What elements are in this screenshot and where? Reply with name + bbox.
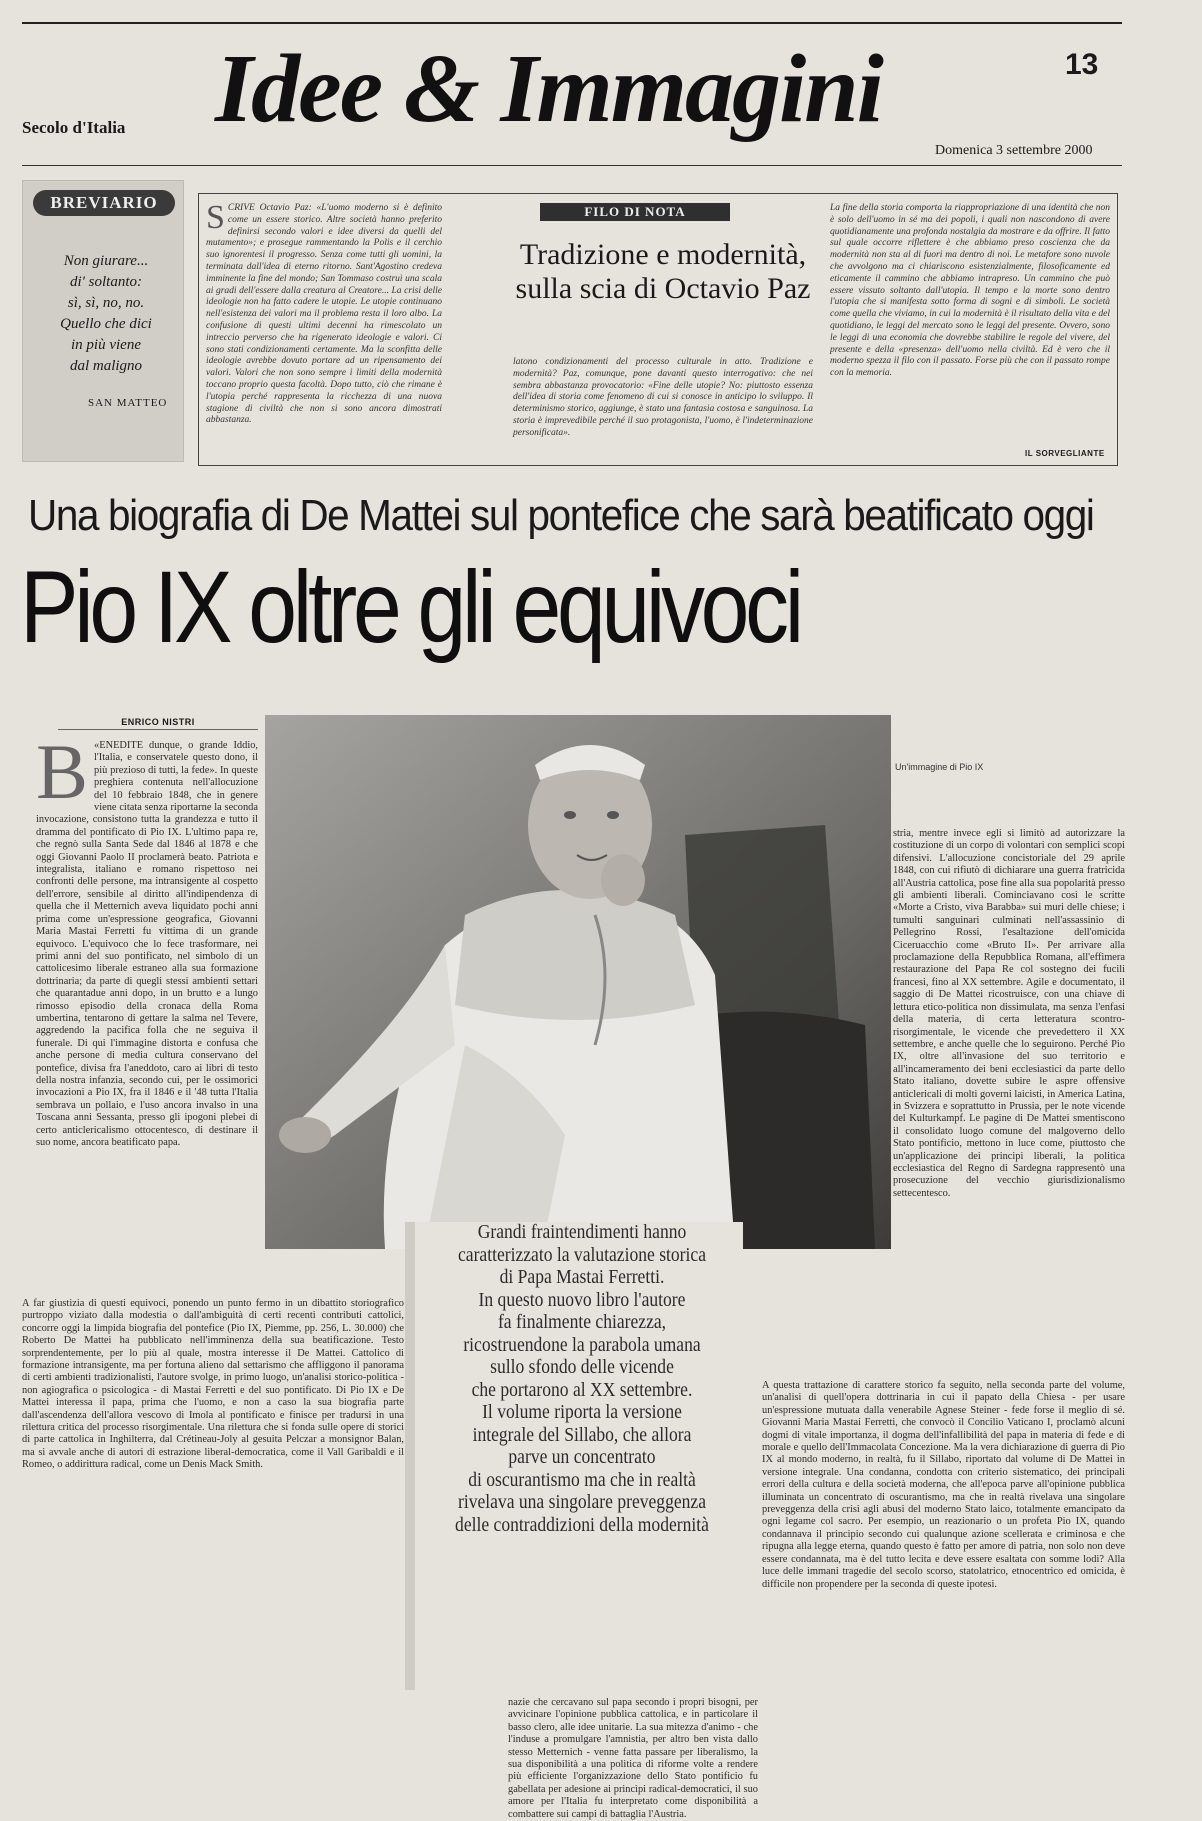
article-column-1 <box>36 728 258 1288</box>
section-title: Idee & Immagini <box>215 35 882 143</box>
editorial-col1-text: CRIVE Octavio Paz: «L'uomo moderno si è definito come un essere storico. Altre società hanno preferito definirsi secondo valori e idee diversi da quelli del mutamento»; e prosegue rammentando la Polis e il cerchio suo ignorentesi il progresso. Senza come tutti gli uomini, la terminata dall'idea di eterno ritorno. Sant'Agostino credeva imminente la fine del mondo; San Tommaso costruì una scala ai gradi dell'essere dalla creatura al Creatore... La crisi delle ideologie non ha fatto cadere le utopie. Le utopie continuano nell'esistenza dei valori ma il problema resta il loro albo. La confusione di questi ultimi decenni ha rimescolato un intreccio perverso che ha rigenerato ideologie e valori. Ci sono stati condizionamenti certamente. Ma la sconfitta delle ideologie avrebbe dovuto portare ad un ripensamento dei valori. Valori che non sono sempre i limiti della modernità toccano proprio questa facoltà. Dopo tutto, ciò che rimane è l'utopia perché rappresenta la ricchezza di una nuova stagione di civiltà che non si sono ancora dimostrati abbastanza. <box>206 203 442 426</box>
breviario-quote: Non giurare... di' soltanto: sì, sì, no, no. Quello che dici in più viene dal maligno <box>60 253 152 374</box>
article-column-3b: A questa trattazione di carattere storico fa seguito, nella seconda parte del volume, un'analisi di quell'opera dottrinaria in cui il papato della Chiesa - per usare un'espressione mutuata dalla venerabile Agnese Steiner - fede forse il meglio di sé. Giovanni Maria Mastai Ferretti, che convocò il Concilio Vaticano I, proclamò alcuni dogmi di vitale importanza, il dogma dell'infallibilità del papa in materia di fede e di morale e quello dell'Immacolata Concezione. Ma la vera dichiarazione di guerra di Pio IX al mondo moderno, in realtà, fu il Sillabo, riportato dal volume di De Mattei in versione integrale. Una condanna, condotta con criterio sistematico, dei principali errori della cultura e della società moderna, che all'epoca parve all'opinione pubblica illuminata un concentrato di oscurantismo, ma che in realtà rivelava una singolare preveggenza della crisi agli abusi del moderno Stato laico, totalmente emancipato da ogni legame col sacro. Per esempio, un reazionario o un profeta Pio IX, quando condannava il principio secondo cui qualunque azione scellerata e criminosa e che ripugna alla legge eterna, quando questo è fatto per amore di patria, non solo non deve essere condannata, ma è del tutto lecita e deve essere esaltata con somme lodi? Alla luce delle immani tragedie del secolo scorso, statolatrico, etnocentrico ed omicida, è difficile non propendere per la seconda di queste ipotesi. <box>762 1380 1125 1590</box>
filo-di-nota-heading: FILO DI NOTA <box>540 203 730 221</box>
article-col1-text: «ENEDITE dunque, o grande Iddio, l'Italia, e conservatele questo dono, il più prezioso di tutti, la fede». In queste preghiera contenuta nell'allocuzione del 10 febbraio 1848, che in genere viene citata senza riportarne la seconda invocazione, consistono tutta la grandezza e tutto il dramma del pontificato di Pio IX. L'ultimo papa re, che regnò sulla Santa Sede dal 1846 al 1878 e che oggi Giovanni Paolo II proclamerà beato. Patriota e integralista, italiano e romano rispettoso nei confronti delle persone, ma intransigente al cospetto dell'errore, sensibile al diritto all'indipendenza di quella che il Metternich aveva liquidato pochi anni prima come un'espressione geografica, Giovanni Maria Mastai Ferretti fu vittima di un grande equivoco. L'equivoco che lo fece trasformare, nei primi anni del suo pontificato, nel simbolo di un cattolicesimo liberale estraneo alla sua formazione dottrinaria; da parte di quegli stessi ambienti settari che quarantadue anni dopo, in un brutto e a lungo rimosso episodio della cronaca della Roma umbertina, tentarono di gettare la salma nel Tevere, aggredendo la pacifica folla che ne seguiva il funerale. Di qui l'immagine distorta e confusa che anche persone di media cultura conservano del pontefice, divisa fra l'aneddoto, caro ai libri di testo della nostra infanzia, secondo cui, per le ossimorici invocazioni a Pio IX, fra il 1846 e il '48 tutta l'Italia sembrava un pollaio, e l'uso ancora invalso in una Toscana anni Sessanta, presso gli ipogoni plebei di certo anticlericalismo ottocentesco, di destinare il suo nome, ancora beatificato papa. <box>36 740 258 1148</box>
editorial-column-3: La fine della storia comporta la riappropriazione di una identità che non è solo dell'uomo in sé ma dei popoli, i quali non nascondono di avere quotidianamente una profonda nostalgia da mostrare e da offrire. Il fatto sul quale occorre riflettere è che abbiamo preso coscienza che da modernità non sta al di fuori ma dentro di noi. Le metafore sono nuvole che avvolgono ma ci chiariscono esistenzialmente, filosoficamente ed eticamente il cammino che abbiamo intrapreso. Un cammino che può essere vissuto soltanto dall'utopia. Il tempo e la morte sono dentro l'utopia che si manifesta sotto forma di sogni e di simboli. Le società come quella che viviamo, in cui la modernità è il risultato della vita e del quotidiano, le leggi del mercato sono le leggi del presente. Ovvero, sono le leggi di una economia che dovrebbe stabilire le regole del vivere, del presente e della «presenza» dell'uomo nella civiltà. Ed è vero che il moderno spezza il filo con il passato. Forse più che con il passato rompe con la memoria. <box>830 203 1110 379</box>
page-number: 13 <box>1065 48 1099 81</box>
article-headline: Pio IX oltre gli equivoci <box>20 550 800 664</box>
masthead-top-rule <box>22 22 1122 24</box>
photo-caption: Un'immagine di Pio IX <box>895 762 984 772</box>
article-pullquote <box>405 1222 743 1690</box>
editorial-column-2: latono condizionamenti del processo culturale in atto. Tradizione e modernità? Paz, comunque, pone davanti questo interrogativo: che nei sembra abbastanza provocatorio: «Fine delle utopie? No: piuttosto essenza dell'idea di storia come fenomeno di cui si conosce in anticipo lo sviluppo. Il determinismo storico, aggiunge, è stato una fantasia costosa e sanguinosa. La storia è imprevedibile perché il suo protagonista, l'uomo, è l'indeterminazione personificata». <box>513 357 813 438</box>
editorial-signature: IL SORVEGLIANTE <box>1025 449 1105 458</box>
breviario-heading: BREVIARIO <box>33 190 175 216</box>
editorial-column-1 <box>206 199 442 461</box>
article-kicker: Una biografia di De Mattei sul pontefice che sarà beatificato oggi <box>28 491 1094 540</box>
pullquote-text: Grandi fraintendimenti hanno caratterizzato la valutazione storica di Papa Mastai Ferretti. In questo nuovo libro l'autore fa finalmente chiarezza, ricostruendone la parabola umana sullo sfondo delle vicende che portarono al XX settembre. Il volume riporta la versione integrale del Sillabo, che allora parve un concentrato di oscurantismo ma che in realtà rivelava una singolare preveggenza delle contraddizioni della modernità <box>455 1222 709 1536</box>
paper-name: Secolo d'Italia <box>22 118 126 137</box>
pius-ix-portrait-icon <box>265 715 891 1249</box>
article-column-2: nazie che cercavano sul papa secondo i propri bisogni, per avvicinare l'opinione pubblica cattolica, e in particolare il basso clero, alle idee unitarie. La sua mitezza d'animo - che l'induse a promulgare l'amnistia, per altro ben vista dallo stesso Metternich - venne fatta passare per liberalismo, la sua disponibilità a una politica di riforme volte a rendere più efficiente l'organizzazione dello Stato pontificio fu gabellata per adesione ai princìpi radical-democratici, il suo amore per l'Italia fu interpretato come disponibilità a combattere sui campi di battaglia l'Austria. <box>508 1697 758 1820</box>
breviario-attribution: SAN MATTEO <box>88 397 168 409</box>
article-byline: ENRICO NISTRI <box>58 717 258 730</box>
breviario-box <box>22 180 184 462</box>
article-column-3: stria, mentre invece egli si limitò ad autorizzare la costituzione di un corpo di volontari con semplici scopi difensivi. L'allocuzione concistoriale del 29 aprile 1848, con cui rifiutò di dichiarare una guerra fratricida all'Austria cattolica, pose fine alla sua popolarità presso gli ambienti liberali. Cominciavano così le scritte «Morte a Cristo, viva Barabba» sui muri delle chiese; i tumulti sanguinari culminati nell'assassinio di Pellegrino Rossi, l'esaltazione dell'omicida Ciceruacchio come «Bruto II». Per arrivare alla proclamazione della Repubblica Romana, all'effimera restaurazione del Papa Re col sostegno dei fucili francesi, fino al XX settembre. Agile e documentato, il saggio di De Mattei ricostruisce, con una chiave di lettura etico-politica non dissimulata, ma senza l'enfasi della materia, di certa letteratura scontro-risorgimentale, le vicende che prevedettero il XX settembre, e anche quelle che lo seguirono. Perché Pio IX, oltre all'invasione del suo territorio e all'incameramento dei beni ecclesiastici da parte dello Stato italiano, dovette subire le aspre offensive anticlericali di molti governi laicisti, in America Latina, in Svizzera e soprattutto in Prussia, per le note vicende del Kulturkampf. Le pagine di De Mattei smentiscono il consolidato luogo comune del malgoverno dello Stato pontificio, mettono in luce come, piuttosto che un'applicazione dei principi liberali, la politica ecclesiastica del Regno di Sardegna rappresentò una prosecuzione del vecchio giurisdizionalismo settecentesco. <box>893 828 1125 1199</box>
editorial-title: Tradizione e modernità, sulla scia di Octavio Paz <box>515 238 811 305</box>
editorial-dropcap: S <box>206 199 225 236</box>
article-column-1b: A far giustizia di questi equivoci, ponendo un punto fermo in un dibattito storiografico purtroppo viziato dalla modestia o dall'ambiguità di certi recenti contributi cattolici, concorre oggi la limpida biografia del pontefice (Pio IX, Piemme, pp. 256, L. 30.000) che Roberto De Mattei ha pubblicato nell'imminenza della sua beatificazione. Testo sorprendentemente, per lo più al quale, mostra interesse il De Mattei. Cattolico di formazione intransigente, ma per fortuna alieno dal settarismo che affliggono il panorama di certi ambienti tradizionalisti, l'autore svolge, in primo luogo, un'analisi storico-politica - non agiografica o psicologica - di Mastai Ferretti e del suo pontificato. Di Pio IX e De Mattei interessa il papa, prima che l'uomo, e non a caso la sua biografia parte dall'ascendenza dell'allora vescovo di Imola al pontificato e finisce per tradursi in una rilettura critica del processo risorgimentale. Una rilettura che si fonda sulle opere di storici di parte cattolica in Inghilterra, dal Crétineau-Joly al gesuita Pelczar a monsignor Balan, ma si avvale anche di autori di estrazione liberal-democratica, come il Vall Garibaldi e il Romeo, o addirittura radical, come un Denis Mack Smith. <box>22 1298 404 1471</box>
masthead-bottom-rule <box>22 165 1122 166</box>
issue-date: Domenica 3 settembre 2000 <box>935 143 1093 158</box>
article-dropcap: B <box>36 728 89 815</box>
pius-ix-photo <box>265 715 891 1249</box>
